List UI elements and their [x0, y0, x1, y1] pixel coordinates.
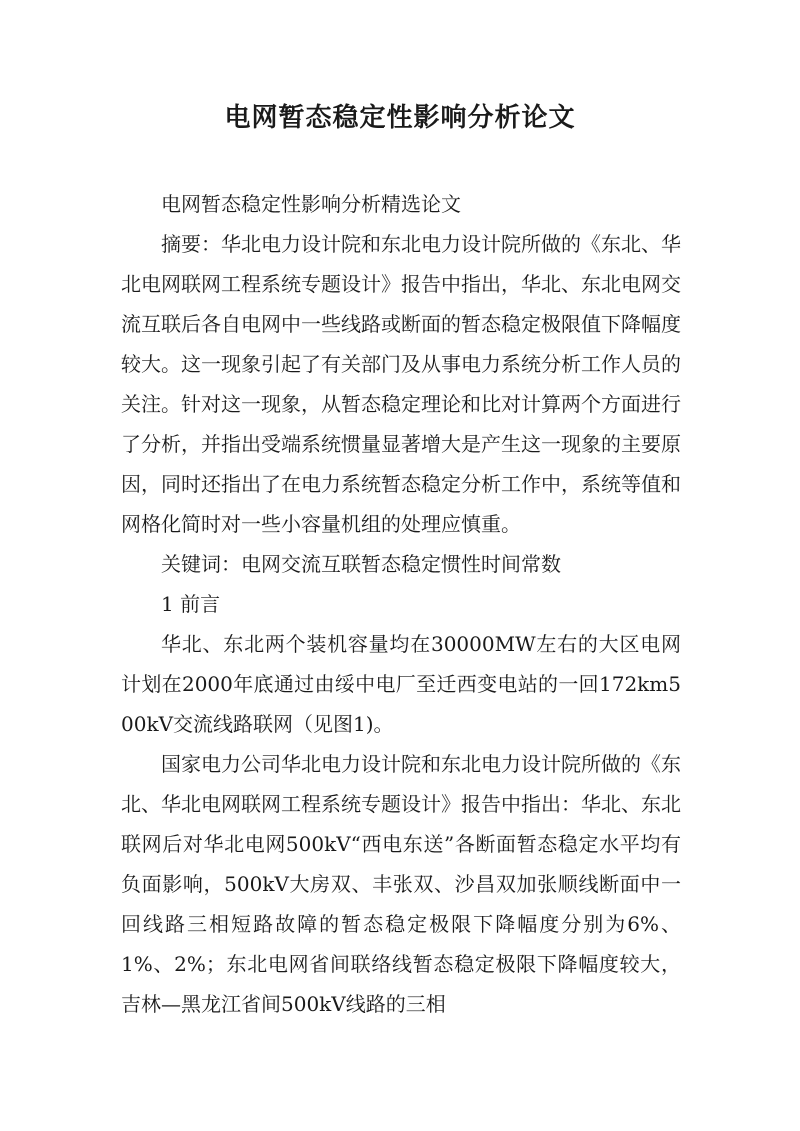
body-paragraph: 华北、东北两个装机容量均在30000MW左右的大区电网计划在2000年底通过由绥中电厂至迁西变电站的一回172km500kV交流线路联网（见图1)。	[121, 632, 681, 736]
subtitle-paragraph: 电网暂态稳定性影响分析精选论文	[161, 192, 461, 216]
keywords-paragraph: 关键词：电网交流互联暂态稳定惯性时间常数	[161, 552, 561, 576]
document-body	[121, 184, 681, 1024]
document-title: 电网暂态稳定性影响分析论文	[224, 103, 576, 133]
body-paragraph: 国家电力公司华北电力设计院和东北电力设计院所做的《东北、华北电网联网工程系统专题设计》报告中指出：华北、东北联网后对华北电网500kV“西电东送”各断面暂态稳定水平均有负面影响，500kV大房双、丰张双、沙昌双加张顺线断面中一回线路三相短路故障的暂态稳定极限下降幅度分别为6%、1%、2%；东北电网省间联络线暂态稳定极限下降幅度较大，吉林—黑龙江省间500kV线路的三相	[121, 752, 681, 1016]
abstract-paragraph: 摘要：华北电力设计院和东北电力设计院所做的《东北、华北电网联网工程系统专题设计》报告中指出，华北、东北电网交流互联后各自电网中一些线路或断面的暂态稳定极限值下降幅度较大。这一现象引起了有关部门及从事电力系统分析工作人员的关注。针对这一现象，从暂态稳定理论和比对计算两个方面进行了分析，并指出受端系统惯量显著增大是产生这一现象的主要原因，同时还指出了在电力系统暂态稳定分析工作中，系统等值和网格化简时对一些小容量机组的处理应慎重。	[121, 232, 681, 536]
section-heading-preface: 1 前言	[161, 592, 221, 616]
